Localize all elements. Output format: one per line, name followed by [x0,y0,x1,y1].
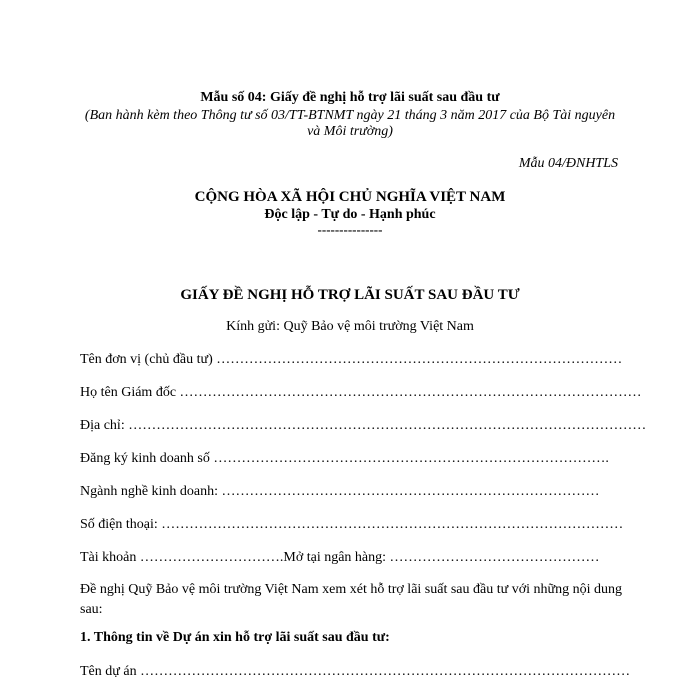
request-paragraph: Đề nghị Quỹ Bảo vệ môi trường Việt Nam xem xét hỗ trợ lãi suất sau đầu tư với những nội dung sau: [80,582,622,617]
form-code: Mẫu 04/ĐNHTLS [518,156,618,171]
motto-divider: --------------- [317,222,383,237]
issuance-note-line2: và Môi trường) [307,124,393,139]
field-business-registration: Đăng ký kinh doanh số …………………………………………………………………………. [80,451,609,466]
field-phone: Số điện thoại: ……………………………………………………………………………………… [80,517,624,532]
document-title: GIẤY ĐỀ NGHỊ HỖ TRỢ LÃI SUẤT SAU ĐẦU TƯ [180,287,520,303]
issuance-note-line1: (Ban hành kèm theo Thông tư số 03/TT-BTNMT ngày 21 tháng 3 năm 2017 của Bộ Tài nguyên [84,108,616,123]
field-project-name: Tên dự án …………………………………………………………………………………………… [80,664,631,679]
field-director-name: Họ tên Giám đốc ……………………………………………………………………………………… [80,385,642,400]
national-motto: Độc lập - Tự do - Hạnh phúc [264,207,436,222]
field-address: Địa chỉ: ………………………………………………………………………………………………… [80,418,647,433]
field-unit-name: Tên đơn vị (chủ đầu tư) …………………………………………………………………………… [80,352,623,367]
addressee: Kính gửi: Quỹ Bảo vệ môi trường Việt Nam [226,319,474,334]
form-title: Mẫu số 04: Giấy đề nghị hỗ trợ lãi suất sau đầu tư [200,90,500,105]
field-business-line: Ngành nghề kinh doanh: ……………………………………………………………………… [80,484,600,499]
country-name: CỘNG HÒA XÃ HỘI CHỦ NGHĨA VIỆT NAM [194,189,506,205]
section1-heading: 1. Thông tin về Dự án xin hỗ trợ lãi suất sau đầu tư: [80,630,390,645]
field-bank-account: Tài khoản ………………………….Mở tại ngân hàng: ……………………………………… [80,550,600,565]
